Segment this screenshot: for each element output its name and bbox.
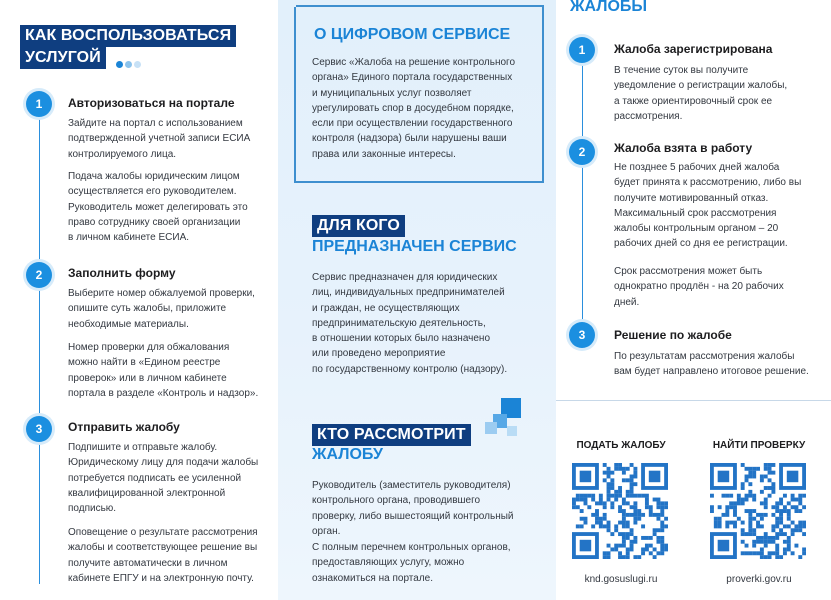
decor-dots xyxy=(116,55,143,73)
how-to-use-header xyxy=(20,25,236,47)
right-step-number-1: 1 xyxy=(569,37,595,63)
right-column xyxy=(556,0,831,600)
step-3-paragraph-1: Подпишите и отправьте жалобу. Юридическому лицу для подачи жалобы потребуется подписать ее усиленной квалифицированной электронной подписью. xyxy=(68,442,259,515)
qr-label-find: НАЙТИ ПРОВЕРКУ xyxy=(712,440,806,451)
qr-code-submit[interactable] xyxy=(572,463,668,559)
step-number-1: 1 xyxy=(26,91,52,117)
how-to-use-header-line1: КАК ВОСПОЛЬЗОВАТЬСЯ xyxy=(25,27,232,44)
who-reviews-header-2: ЖАЛОБУ xyxy=(312,446,383,463)
for-whom-header-1: ДЛЯ КОГО xyxy=(312,215,405,237)
right-step-title-1: Жалоба зарегистрирована xyxy=(614,42,773,56)
right-step-title-3: Решение по жалобе xyxy=(614,328,732,342)
about-text: Сервис «Жалоба на решение контрольного органа» Единого портала государственных и муниципальных услуг позволяет урегулировать спор в досудебном порядке, если при осуществлении государственного контроля (надзора) были нарушены ваши права или законные интересы. xyxy=(312,57,516,160)
steps-line xyxy=(39,104,40,584)
qr-code-find[interactable] xyxy=(710,463,806,559)
qr-url-find[interactable]: proverki.gov.ru xyxy=(726,574,792,585)
right-steps-line xyxy=(582,52,583,344)
right-step-number-2: 2 xyxy=(569,139,595,165)
step-title-3: Отправить жалобу xyxy=(68,420,180,434)
left-column xyxy=(0,0,278,600)
how-to-use-header-2 xyxy=(20,47,106,69)
who-reviews-paragraph-1: Руководитель (заместитель руководителя) контрольного органа, проводившего проверку, либо вышестоящий контрольный орган. xyxy=(312,480,514,537)
qr-label-submit: ПОДАТЬ ЖАЛОБУ xyxy=(576,440,666,451)
who-reviews-header-1: КТО РАССМОТРИТ xyxy=(312,424,471,446)
about-title: О ЦИФРОВОМ СЕРВИСЕ xyxy=(314,26,511,43)
step-3-paragraph-2: Оповещение о результате рассмотрения жалобы и соответствующее решение вы получите автоматически в личном кабинете ЕПГУ и на электронную почту. xyxy=(68,527,258,584)
who-reviews-paragraph-2: С полным перечнем контрольных органов, предоставляющих услугу, можно ознакомиться на портале. xyxy=(312,542,511,584)
for-whom-text: Сервис предназначен для юридических лиц, индивидуальных предпринимателей и граждан, не осуществляющих предпринимательскую деятельность, в отношении которых было назначено или проведено мероприятие по государственному контролю (надзору). xyxy=(312,272,508,375)
step-1-paragraph-2: Подача жалобы юридическим лицом осуществляется его руководителем. Руководитель может делегировать это право сотруднику своей организации в личном кабинете ЕСИА. xyxy=(68,171,248,244)
right-step-2-paragraph-2: Срок рассмотрения может быть однократно продлён - на 20 рабочих дней. xyxy=(614,266,784,308)
decor-squares xyxy=(485,398,525,440)
middle-column xyxy=(278,0,556,600)
step-2-paragraph-1: Выберите номер обжалуемой проверки, опишите суть жалобы, приложите необходимые материалы. xyxy=(68,288,255,330)
step-title-2: Заполнить форму xyxy=(68,266,176,280)
right-step-1-text: В течение суток вы получите уведомление о регистрации жалобы, а также ориентировочный срок ее рассмотрения. xyxy=(614,65,788,122)
step-number-3: 3 xyxy=(26,416,52,442)
complaints-header: ЖАЛОБЫ xyxy=(570,0,648,15)
step-title-1: Авторизоваться на портале xyxy=(68,96,235,110)
step-1-paragraph-1: Зайдите на портал с использованием подтвержденной учетной записи ЕСИА контролируемого лица. xyxy=(68,118,251,160)
for-whom-header-2: ПРЕДНАЗНАЧЕН СЕРВИС xyxy=(312,238,517,255)
divider xyxy=(556,400,831,401)
step-2-paragraph-2: Номер проверки для обжалования можно найти в «Едином реестре проверок» или в личном кабинете портала в разделе «Контроль и надзор». xyxy=(68,342,259,399)
right-step-number-3: 3 xyxy=(569,322,595,348)
step-number-2: 2 xyxy=(26,262,52,288)
right-step-3-text: По результатам рассмотрения жалобы вам будет направлено итоговое решение. xyxy=(614,351,809,378)
qr-url-submit[interactable]: knd.gosuslugi.ru xyxy=(584,574,658,585)
right-step-2-paragraph-1: Не позднее 5 рабочих дней жалоба будет принята к рассмотрению, либо вы получите мотивированный отказ. Максимальный срок рассмотрения жалобы контрольным органом – 20 рабочих дней со дня ее регистрации. xyxy=(614,162,802,250)
how-to-use-header-line2: УСЛУГОЙ xyxy=(25,49,101,66)
right-step-title-2: Жалоба взята в работу xyxy=(614,141,753,155)
